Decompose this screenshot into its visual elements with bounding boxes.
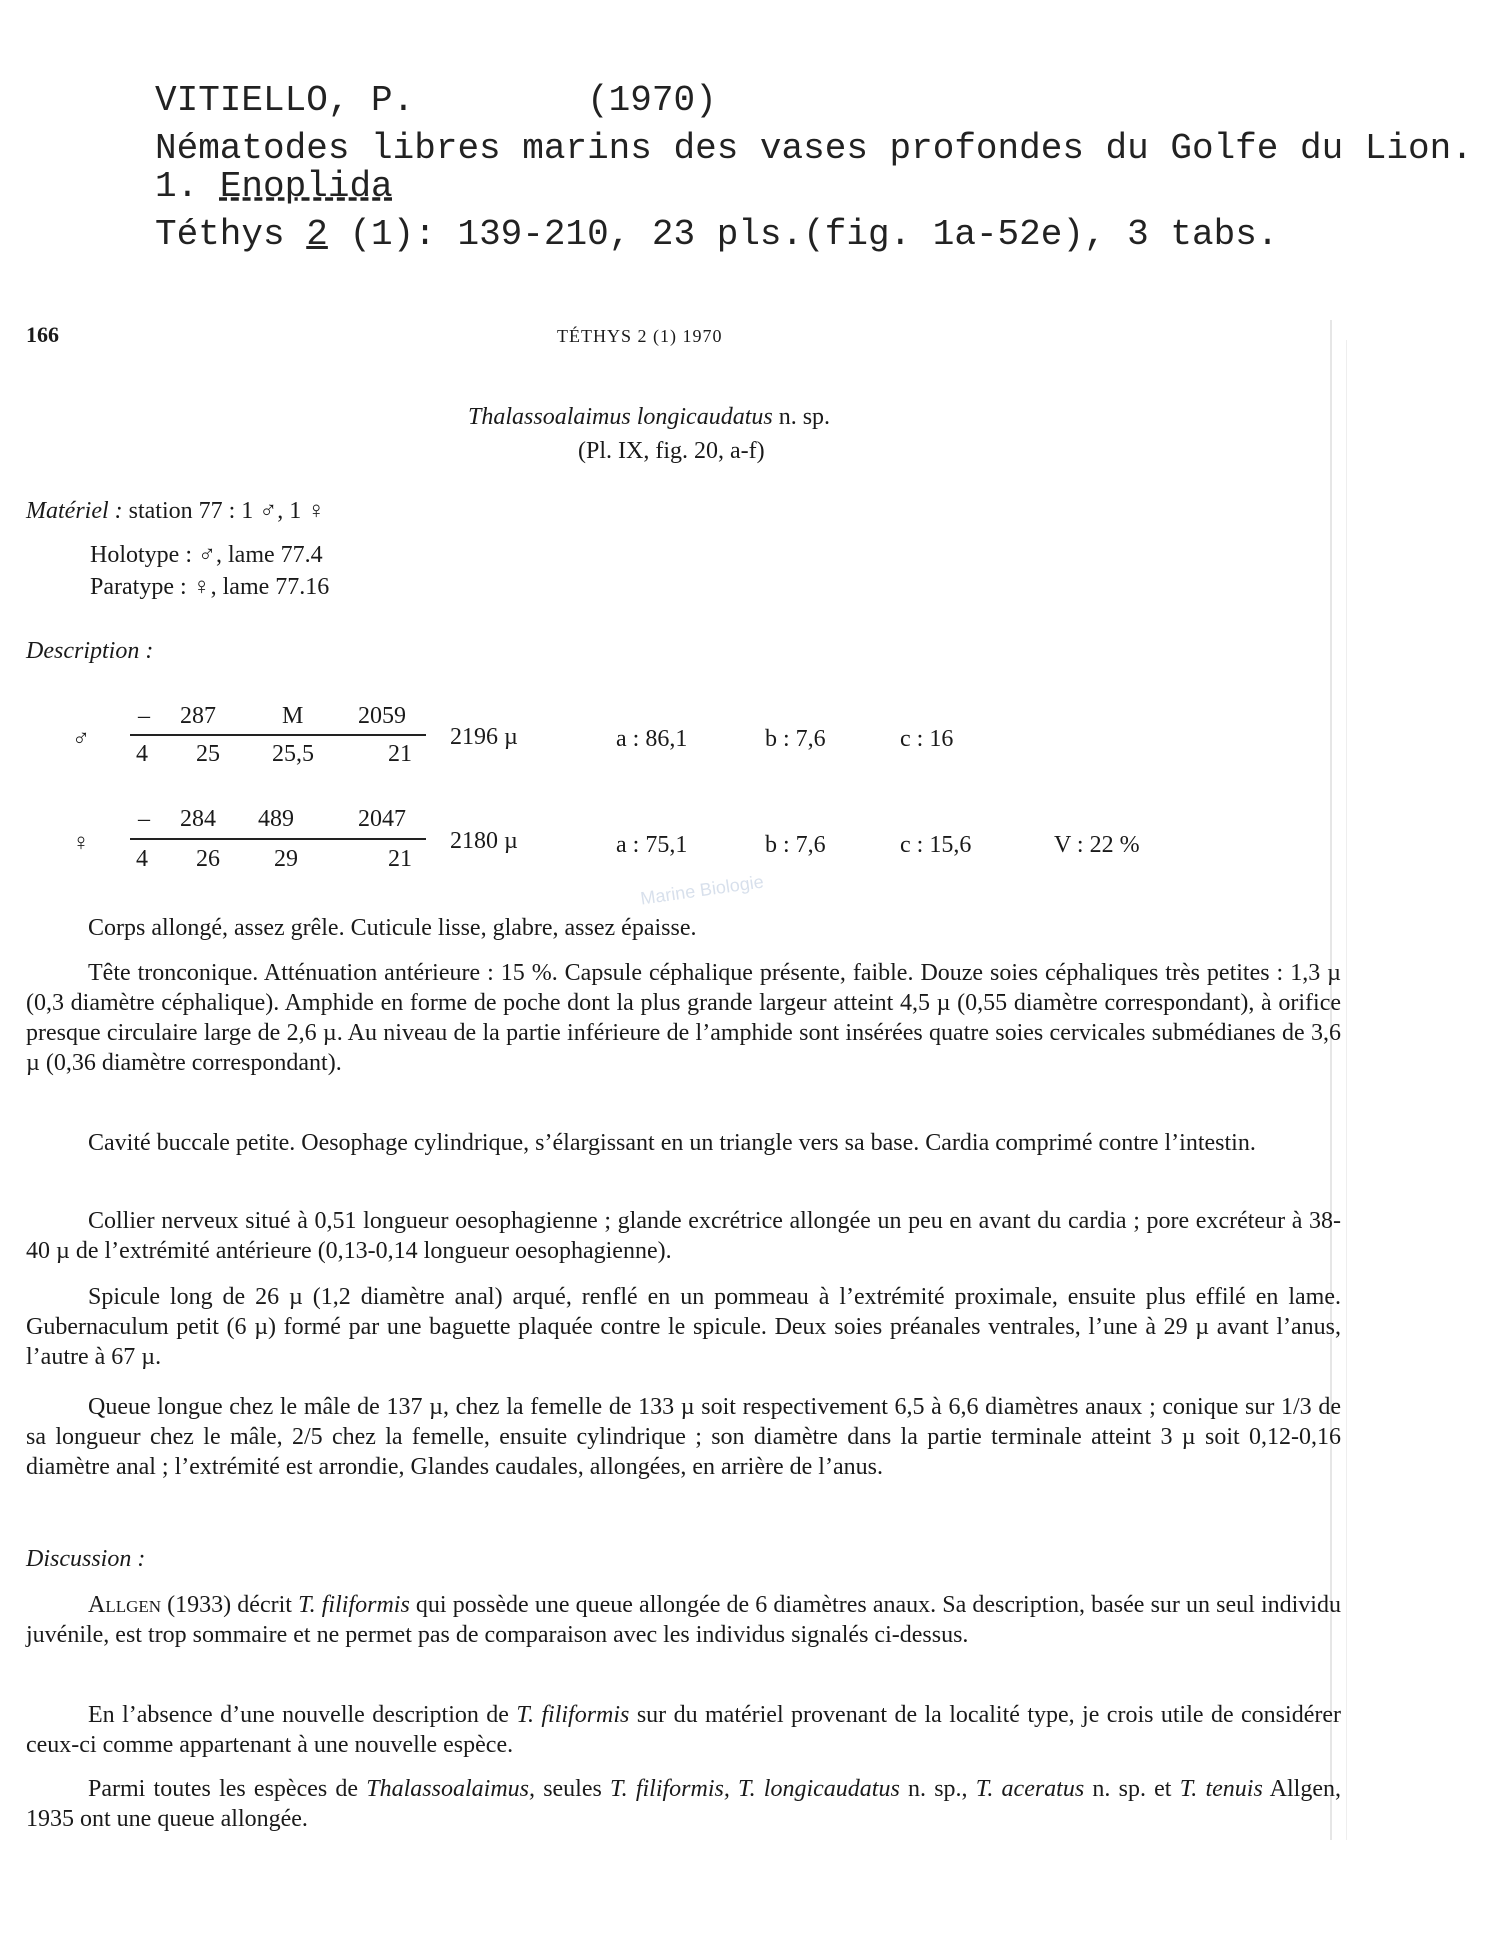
formula-top-cell: 2047 — [358, 806, 406, 832]
formula-bottom-cell: 4 — [136, 846, 148, 872]
formula-top-cell: – — [138, 703, 150, 729]
formula-top-cell: 284 — [180, 806, 216, 832]
formula-bar — [130, 734, 426, 736]
formula-sex: ♀ — [72, 830, 90, 856]
formula-c: c : 15,6 — [900, 832, 972, 858]
formula-top-cell: 287 — [180, 703, 216, 729]
formula-top-cell: M — [282, 703, 304, 729]
paratype-line: Paratype : ♀, lame 77.16 — [90, 574, 330, 600]
scan-edge — [1346, 340, 1347, 1840]
formula-c: c : 16 — [900, 726, 954, 752]
formula-v: V : 22 % — [1054, 832, 1140, 858]
citation-title: Nématodes libres marins des vases profondes du Golfe du Lion. — [155, 128, 1473, 169]
running-title: TÉTHYS 2 (1) 1970 — [557, 326, 723, 346]
citation-part-name: Enoplida — [219, 166, 393, 207]
holotype-line: Holotype : ♂, lame 77.4 — [90, 542, 323, 568]
paragraph: Tête tronconique. Atténuation antérieure : 15 %. Capsule céphalique présente, faible. Douze soies céphaliques très petites : 1,3 µ (0,3 diamètre céphalique). Amphide en forme de poche dont la plus grande largeur atteint 4,5 µ (0,55 diamètre correspondant), à orifice presque circulaire large de 2,6 µ. Au niveau de la partie inférieure de l’amphide sont insérées quatre soies cervicales submédianes de 3,6 µ (0,36 diamètre correspondant). — [26, 960, 1341, 1076]
formula-sex: ♂ — [72, 726, 90, 752]
paragraph: Spicule long de 26 µ (1,2 diamètre anal) arqué, renflé en un pommeau à l’extrémité proximale, ensuite plus effilé en lame. Gubernaculum petit (6 µ) formé par une baguette plaquée contre le spicule. Deux soies préanales ventrales, l’une à 29 µ avant l’anus, l’autre à 67 µ. — [26, 1284, 1341, 1370]
page-number: 166 — [26, 322, 59, 347]
formula-bottom-cell: 25,5 — [272, 741, 314, 767]
formula-b: b : 7,6 — [765, 726, 826, 752]
formula-bottom-cell: 21 — [388, 741, 412, 767]
formula-bottom-cell: 25 — [196, 741, 220, 767]
formula-top-cell: 489 — [258, 806, 294, 832]
material-label: Matériel : — [26, 498, 123, 524]
species-name: Thalassoalaimus longicaudatus — [468, 404, 773, 430]
watermark: Marine Biologie — [639, 871, 765, 909]
citation-year: (1970) — [587, 80, 717, 121]
formula-bottom-cell: 26 — [196, 846, 220, 872]
formula-length: 2180 µ — [450, 828, 518, 854]
citation-author: VITIELLO, P. — [155, 80, 415, 121]
citation-author-line — [155, 80, 717, 121]
paragraph: Parmi toutes les espèces de Thalassoalaimus, seules T. filiformis, T. longicaudatus n. sp., T. aceratus n. sp. et T. tenuis Allgen, 1935 ont une queue allongée. — [26, 1776, 1341, 1832]
paragraph: Allgen (1933) décrit T. filiformis qui possède une queue allongée de 6 diamètres anaux. Sa description, basée sur un seul individu juvénile, est trop sommaire et ne permet pas de comparaison avec les individus signalés ci-dessus. — [26, 1592, 1341, 1648]
formula-top-cell: – — [138, 806, 150, 832]
paragraph: Corps allongé, assez grêle. Cuticule lisse, glabre, assez épaisse. — [88, 915, 697, 941]
paragraph: Cavité buccale petite. Oesophage cylindrique, s’élargissant en un triangle vers sa base. Cardia comprimé contre l’intestin. — [88, 1130, 1256, 1156]
species-title: Thalassoalaimus longicaudatus n. sp. — [468, 404, 831, 430]
paragraph: Collier nerveux situé à 0,51 longueur oesophagienne ; glande excrétrice allongée un peu en avant du cardia ; pore excréteur à 38-40 µ de l’extrémité antérieure (0,13-0,14 longueur oesophagienne). — [26, 1208, 1341, 1264]
species-plate: (Pl. IX, fig. 20, a-f) — [578, 438, 765, 464]
formula-bottom-cell: 4 — [136, 741, 148, 767]
formula-length: 2196 µ — [450, 724, 518, 750]
formula-b: b : 7,6 — [765, 832, 826, 858]
citation-part: 1. Enoplida — [155, 166, 393, 207]
paragraph: En l’absence d’une nouvelle description de T. filiformis sur du matériel provenant de la localité type, je crois utile de considérer ceux-ci comme appartenant à une nouvelle espèce. — [26, 1702, 1341, 1758]
material-line: Matériel : station 77 : 1 ♂, 1 ♀ — [26, 498, 326, 524]
formula-bottom-cell: 21 — [388, 846, 412, 872]
formula-bottom-cell: 29 — [274, 846, 298, 872]
paragraph: Queue longue chez le mâle de 137 µ, chez la femelle de 133 µ soit respectivement 6,5 à 6,6 diamètres anaux ; conique sur 1/3 de sa longueur chez le mâle, 2/5 chez la femelle, ensuite cylindrique ; son diamètre dans la partie terminale atteint 3 µ soit 0,12-0,16 diamètre anal ; l’extrémité est arrondie, Glandes caudales, allongées, en arrière de l’anus. — [26, 1394, 1341, 1480]
formula-a: a : 75,1 — [616, 832, 688, 858]
discussion-label: Discussion : — [26, 1546, 146, 1572]
formula-top-cell: 2059 — [358, 703, 406, 729]
formula-a: a : 86,1 — [616, 726, 688, 752]
formula-bar — [130, 838, 426, 840]
description-label: Description : — [26, 638, 154, 664]
citation-journal: Téthys 2 (1): 139-210, 23 pls.(fig. 1a-52e), 3 tabs. — [155, 214, 1279, 255]
